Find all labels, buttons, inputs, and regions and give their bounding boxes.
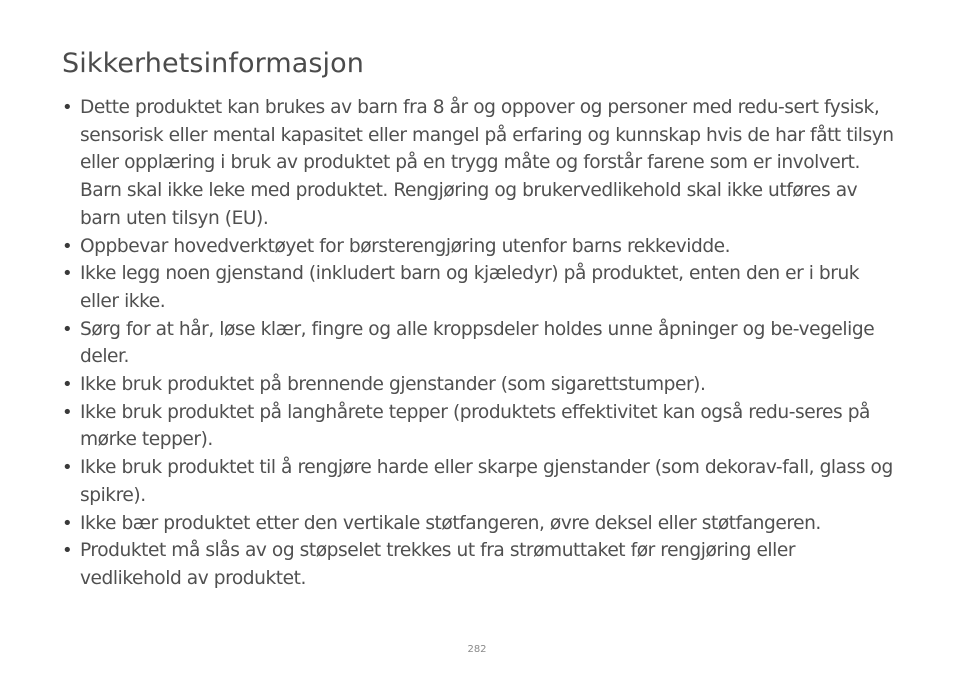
list-item	[62, 233, 898, 261]
list-item	[62, 316, 898, 371]
list-item-text: Ikke bruk produktet til å rengjøre harde eller skarpe gjenstander (som dekorav-fall, glass og spikre).	[80, 457, 893, 506]
list-item-text: Ikke bruk produktet på langhårete tepper (produktets effektivitet kan også redu-seres på mørke tepper).	[80, 401, 871, 451]
page-title: Sikkerhetsinformasjon	[62, 48, 364, 79]
list-item	[62, 510, 898, 538]
list-item	[62, 260, 898, 315]
bullet-dot-icon: •	[62, 457, 73, 479]
list-item	[62, 454, 898, 509]
safety-bullet-list	[62, 94, 898, 593]
bullet-dot-icon: •	[62, 318, 73, 340]
list-item-text: Dette produktet kan brukes av barn fra 8 år og oppover og personer med redu-sert fysisk, sensorisk eller mental kapasitet eller mangel på erfaring og kunnskap hvis de har fått tilsyn eller opplæring i bruk av produktet på en trygg måte og forstår farene som er involvert. Barn skal ikke leke med produktet. Rengjøring og brukervedlikehold skal ikke utføres av barn uten tilsyn (EU).	[80, 97, 894, 229]
bullet-dot-icon: •	[62, 97, 73, 118]
list-item	[62, 537, 898, 592]
list-item-text: Ikke bær produktet etter den vertikale støtfangeren, øvre deksel eller støtfangeren.	[80, 512, 821, 534]
bullet-dot-icon: •	[62, 235, 73, 257]
list-item-text: Ikke bruk produktet på brennende gjenstander (som sigarettstumper).	[80, 374, 706, 396]
list-item	[62, 399, 898, 454]
bullet-dot-icon: •	[62, 401, 73, 423]
bullet-dot-icon: •	[62, 374, 73, 396]
list-item-text: Sørg for at hår, løse klær, fingre og alle kroppsdeler holdes unne åpninger og be-vegelige deler.	[80, 318, 875, 368]
list-item-text: Produktet må slås av og støpselet trekkes ut fra strømuttaket før rengjøring eller vedlikehold av produktet.	[80, 540, 796, 589]
list-item-text: Ikke legg noen gjenstand (inkludert barn og kjæledyr) på produktet, enten den er i bruk eller ikke.	[80, 263, 860, 312]
bullet-dot-icon: •	[62, 263, 73, 285]
bullet-dot-icon: •	[62, 540, 73, 562]
list-item-text: Oppbevar hovedverktøyet for børsterengjøring utenfor barns rekkevidde.	[80, 235, 731, 257]
page-number: 282	[467, 644, 487, 655]
list-item	[62, 94, 898, 233]
bullet-dot-icon: •	[62, 512, 73, 534]
list-item	[62, 371, 898, 399]
